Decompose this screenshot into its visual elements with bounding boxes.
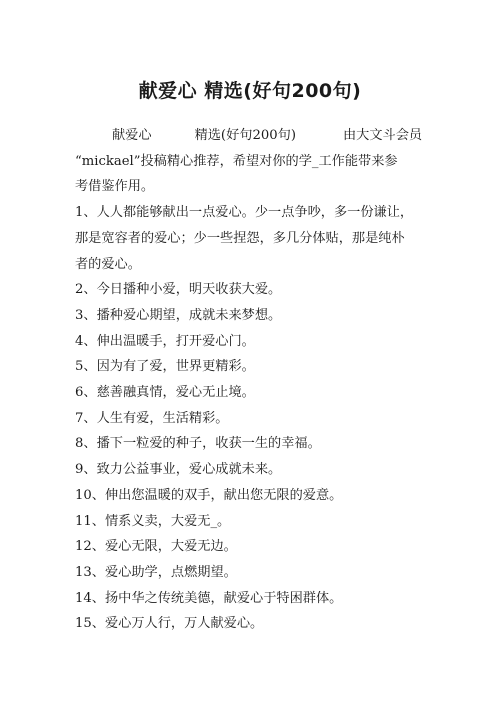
list-item: 2、今日播种小爱，明天收获大爱。	[75, 282, 282, 298]
list-item: 3、播种爱心期望，成就未来梦想。	[75, 307, 282, 323]
meta-line	[75, 123, 435, 149]
list-item: 8、播下一粒爱的种子，收获一生的幸福。	[75, 436, 321, 452]
list-item: 11、情系义卖，大爱无_。	[75, 513, 231, 529]
list-item-line: 那是宽容者的爱心；少一些捏怨，多几分体贴，那是纯朴	[75, 230, 405, 246]
meta-collection: 精选(好句200句)	[194, 128, 296, 143]
document-body	[75, 123, 435, 637]
intro-line: 考借鉴作用。	[75, 179, 155, 195]
list-item: 4、伸出温暖手，打开爱心门。	[75, 333, 255, 349]
list-item: 13、爱心助学，点燃期望。	[75, 564, 237, 580]
meta-category: 献爱心	[112, 128, 152, 143]
document-title: 献爱心 精选(好句200句)	[138, 80, 362, 102]
list-item: 14、扬中华之传统美德，献爱心于特困群体。	[75, 590, 343, 606]
list-item: 12、爱心无限，大爱无边。	[75, 539, 237, 555]
list-item: 7、人生有爱，生活精彩。	[75, 410, 229, 426]
list-item-line: 1、人人都能够献出一点爱心。少一点争吵，多一份谦让，	[75, 205, 414, 221]
list-item: 10、伸出您温暖的双手，献出您无限的爱意。	[75, 487, 343, 503]
list-item-line: 者的爱心。	[75, 256, 141, 272]
list-item: 15、爱心万人行，万人献爱心。	[75, 616, 264, 632]
list-item: 9、致力公益事业，爱心成就未来。	[75, 462, 282, 478]
list-item: 5、因为有了爱，世界更精彩。	[75, 359, 255, 375]
list-item: 6、慈善融真情，爱心无止境。	[75, 385, 255, 401]
intro-line: “mickael”投稿精心推荐，希望对你的学_工作能带来参	[75, 153, 398, 169]
meta-source: 由大文斗会员	[342, 128, 423, 143]
